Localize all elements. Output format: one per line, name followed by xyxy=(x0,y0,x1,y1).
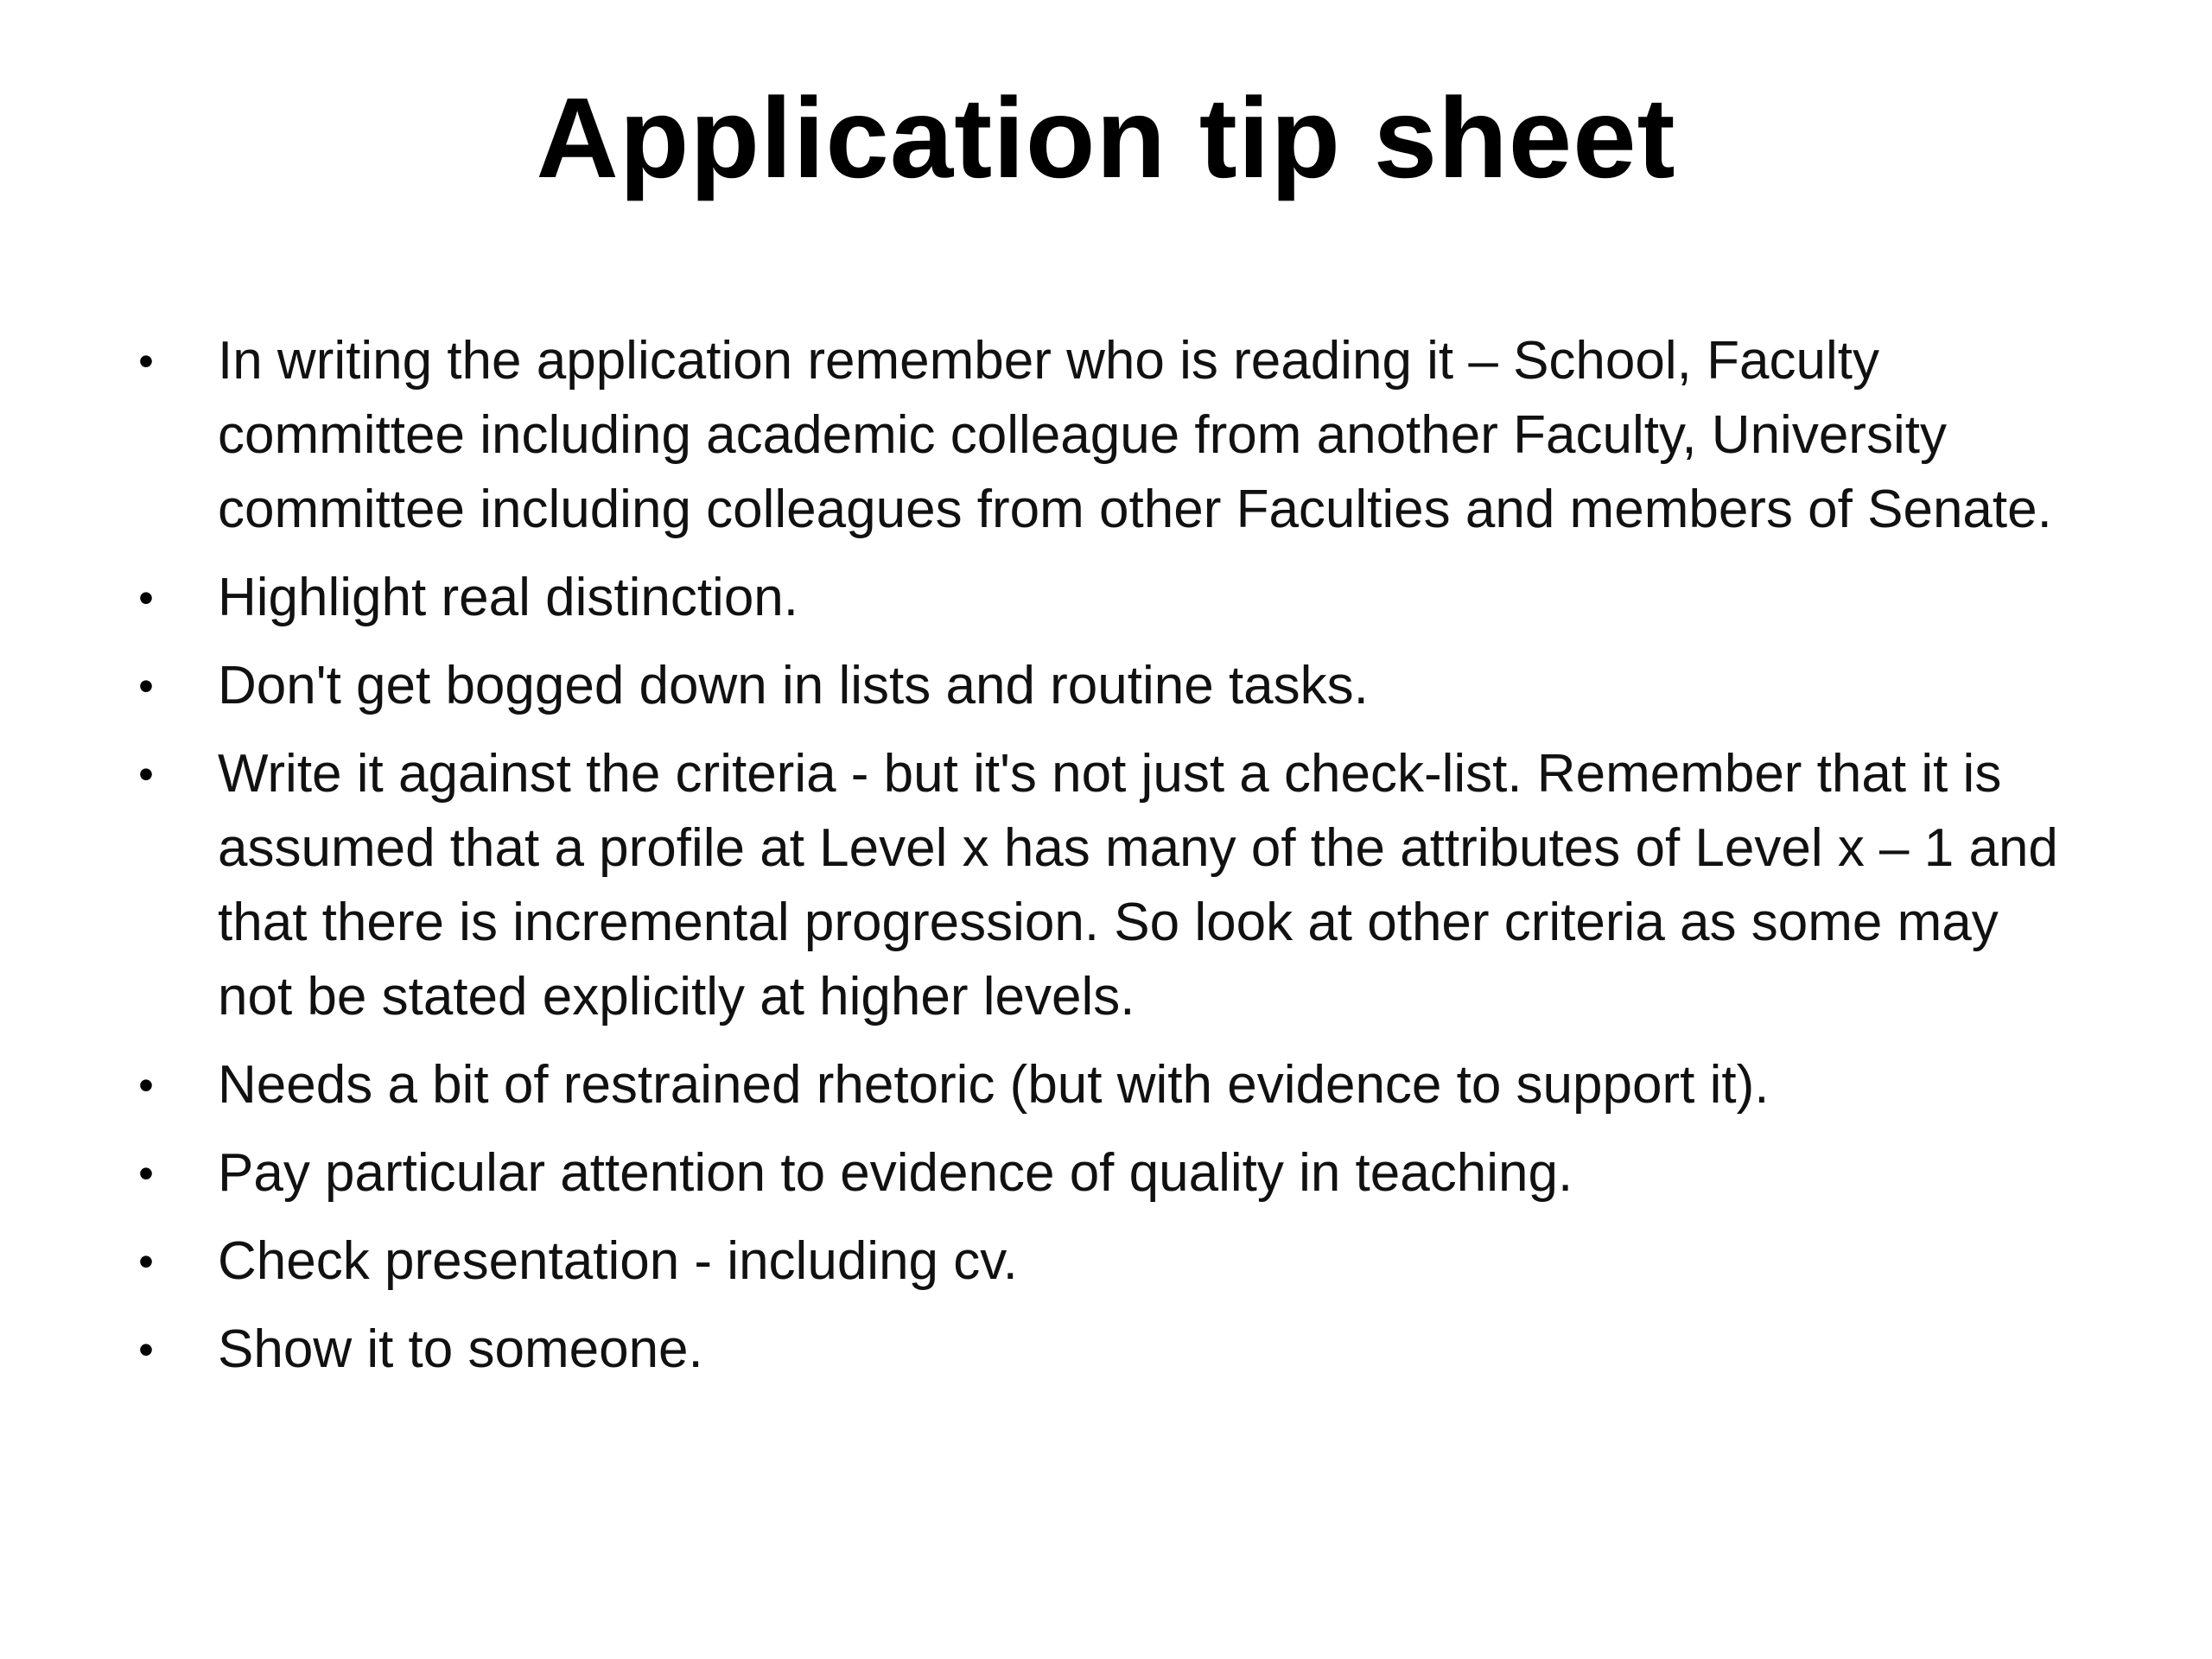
bullet-text: Don't get bogged down in lists and routine tasks. xyxy=(218,656,1369,715)
bullet-dot-icon: • xyxy=(138,337,154,385)
bullet-dot-icon: • xyxy=(138,1237,154,1286)
slide-title: Application tip sheet xyxy=(536,74,1676,201)
bullet-item xyxy=(0,561,2212,635)
bullet-text: Needs a bit of restrained rhetoric (but with evidence to support it). xyxy=(218,1055,1770,1115)
bullet-item xyxy=(0,649,2212,723)
bullet-dot-icon: • xyxy=(138,574,154,622)
bullet-text: Show it to someone. xyxy=(218,1319,703,1379)
bullet-text: Check presentation - including cv. xyxy=(218,1231,1018,1291)
bullet-text: In writing the application remember who is reading it – School, Faculty committee including academic colleague from another Faculty, University committee including colleagues from other Faculties and members of Senate. xyxy=(218,331,2052,539)
bullet-item xyxy=(0,1136,2212,1211)
bullet-dot-icon: • xyxy=(138,662,154,710)
bullet-item xyxy=(0,1224,2212,1299)
bullet-dot-icon: • xyxy=(138,1149,154,1198)
bullet-list xyxy=(0,324,2212,1401)
bullet-text: Pay particular attention to evidence of quality in teaching. xyxy=(218,1143,1573,1203)
bullet-dot-icon: • xyxy=(138,750,154,798)
bullet-item xyxy=(0,324,2212,547)
bullet-text: Highlight real distinction. xyxy=(218,568,799,627)
bullet-dot-icon: • xyxy=(138,1061,154,1109)
bullet-item xyxy=(0,737,2212,1034)
bullet-item xyxy=(0,1313,2212,1387)
bullet-item xyxy=(0,1048,2212,1122)
bullet-dot-icon: • xyxy=(138,1325,154,1374)
bullet-text: Write it against the criteria - but it's not just a check-list. Remember that it is assumed that a profile at Level x has many of the attributes of Level x – 1 and that there is incremental progression. So look at other criteria as some may not be stated explicitly at higher levels. xyxy=(218,744,2058,1027)
